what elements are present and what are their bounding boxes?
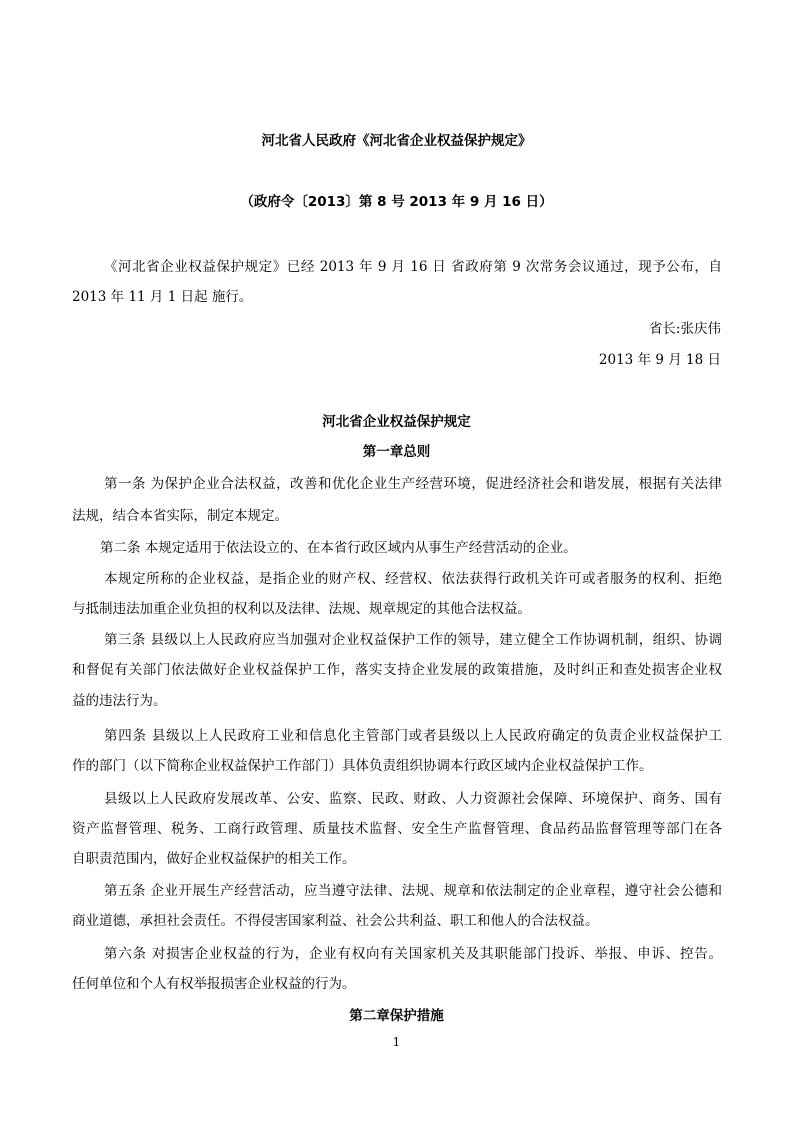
- intro-paragraph-line-1: 《河北省企业权益保护规定》已经 2013 年 9 月 16 日 省政府第 9 次常务会议通过，现予公布，自: [104, 259, 722, 275]
- article-6-line-2: 任何单位和个人有权举报损害企业权益的行为。: [72, 976, 356, 992]
- chapter-1-title: 第一章总则: [362, 444, 431, 460]
- article-1-line-1: 第一条 为保护企业合法权益，改善和优化企业生产经营环境，促进经济社会和谐发展，根据有关法律: [104, 476, 722, 492]
- regulation-title: 河北省企业权益保护规定: [322, 414, 471, 430]
- article-2-line-1: 第二条 本规定适用于依法设立的、在本省行政区域内从事生产经营活动的企业。: [100, 540, 577, 556]
- article-4-paragraph-2-line-1: 县级以上人民政府发展改革、公安、监察、民政、财政、人力资源社会保障、环境保护、商务、国有: [104, 791, 722, 807]
- article-4-line-2: 作的部门（以下简称企业权益保护工作部门）具体负责组织协调本行政区域内企业权益保护工作。: [72, 758, 653, 774]
- article-5-line-2: 商业道德，承担社会责任。不得侵害国家利益、社会公共利益、职工和他人的合法权益。: [72, 913, 599, 929]
- article-4-paragraph-2-line-3: 自职责范围内，做好企业权益保护的相关工作。: [72, 851, 356, 867]
- article-2-paragraph-2-line-2: 与抵制违法加重企业负担的权利以及法律、法规、规章规定的其他合法权益。: [72, 601, 531, 617]
- article-3-line-3: 益的违法行为。: [72, 693, 167, 709]
- article-1-line-2: 法规，结合本省实际，制定本规定。: [72, 508, 288, 524]
- article-3-line-1: 第三条 县级以上人民政府应当加强对企业权益保护工作的领导，建立健全工作协调机制，组织、协调: [104, 632, 722, 648]
- intro-paragraph-line-2: 2013 年 11 月 1 日起 施行。: [72, 289, 253, 305]
- article-4-line-1: 第四条 县级以上人民政府工业和信息化主管部门或者县级以上人民政府确定的负责企业权益保护工: [104, 728, 722, 744]
- chapter-2-title: 第二章保护措施: [349, 1008, 444, 1024]
- article-2-paragraph-2-line-1: 本规定所称的企业权益，是指企业的财产权、经营权、依法获得行政机关许可或者服务的权利、拒绝: [104, 571, 722, 587]
- signer: 省长:张庆伟: [648, 321, 721, 337]
- page-number: 1: [392, 1035, 401, 1049]
- document-title: 河北省人民政府《河北省企业权益保护规定》: [261, 133, 532, 149]
- article-3-line-2: 和督促有关部门依法做好企业权益保护工作，落实支持企业发展的政策措施，及时纠正和查处损害企业权: [72, 662, 722, 678]
- article-4-paragraph-2-line-2: 资产监督管理、税务、工商行政管理、质量技术监督、安全生产监督管理、食品药品监督管理等部门在各: [72, 821, 722, 837]
- decree-line: （政府令〔2013〕第 8 号 2013 年 9 月 16 日）: [240, 194, 553, 210]
- article-5-line-1: 第五条 企业开展生产经营活动，应当遵守法律、法规、规章和依法制定的企业章程，遵守社会公德和: [104, 883, 722, 899]
- sign-date: 2013 年 9 月 18 日: [598, 352, 721, 368]
- article-6-line-1: 第六条 对损害企业权益的行为，企业有权向有关国家机关及其职能部门投诉、举报、申诉、控告。: [104, 946, 722, 962]
